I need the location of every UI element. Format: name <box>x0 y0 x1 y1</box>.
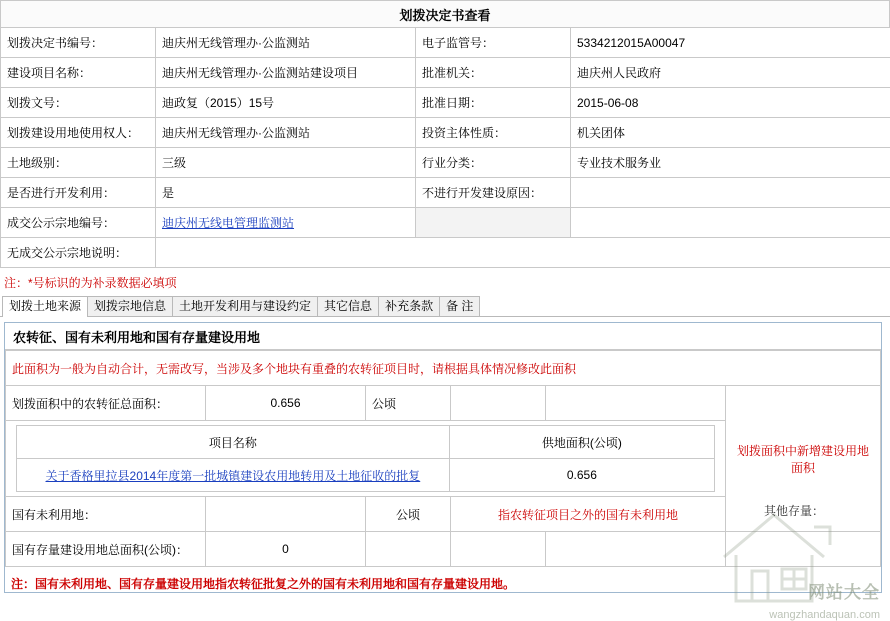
field-label: 行业分类： <box>416 148 571 178</box>
page-title: 划拨决定书查看 <box>399 5 490 24</box>
warning-row <box>6 351 881 386</box>
field-value: 迪政复（2015）15号 <box>156 88 416 118</box>
field-value <box>571 178 890 208</box>
unused-land-note: 指农转征项目之外的国有未利用地 <box>451 497 726 532</box>
empty-label-cell <box>416 208 571 238</box>
tab-other-info[interactable]: 其它信息 <box>317 296 379 316</box>
required-field-note: 注：*号标识的为补录数据必填项 <box>0 268 890 295</box>
land-source-table <box>5 350 881 567</box>
spacer-cell-a <box>451 386 546 421</box>
table-row <box>1 178 890 208</box>
unused-land-unit: 公顷 <box>366 497 451 532</box>
project-table-header <box>17 426 715 459</box>
field-value: 2015-06-08 <box>571 88 890 118</box>
field-label: 批准机关： <box>416 58 571 88</box>
land-source-panel <box>4 322 882 593</box>
tab-remarks[interactable]: 备 注 <box>439 296 480 316</box>
table-row-nodeal <box>1 238 890 268</box>
farmland-total-unit: 公顷 <box>366 386 451 421</box>
project-name-link[interactable]: 关于香格里拉县2014年度第一批城镇建设农用地转用及土地征收的批复 <box>46 469 421 483</box>
table-row <box>1 88 890 118</box>
field-value <box>156 238 890 268</box>
spacer-cell-b <box>546 386 726 421</box>
empty-value-cell <box>571 208 890 238</box>
field-value: 迪庆州无线管理办·公监测站 <box>156 28 416 58</box>
field-value: 5334212015A00047 <box>571 28 890 58</box>
col-supply-area: 供地面积(公顷) <box>449 426 714 459</box>
new-construction-area-note: 划拨面积中新增建设用地面积 <box>726 386 881 532</box>
panel-heading: 农转征、国有未利用地和国有存量建设用地 <box>5 323 881 350</box>
stock-land-value[interactable]: 0 <box>206 532 366 567</box>
area-warning-text: 此面积为一般为自动合计，无需改写，当涉及多个地块有重叠的农转征项目时，请根据具体情况修改此面积 <box>6 351 881 386</box>
tab-development-agreement[interactable]: 土地开发利用与建设约定 <box>172 296 318 316</box>
farmland-total-label: 划拨面积中的农转征总面积： <box>6 386 206 421</box>
project-table-row-item <box>17 459 715 492</box>
spacer-cell-e <box>546 532 726 567</box>
field-value: 专业技术服务业 <box>571 148 890 178</box>
bottom-note: 注：国有未利用地、国有存量建设用地指农转征批复之外的国有未利用地和国有存量建设用地。 <box>5 567 881 592</box>
field-value: 是 <box>156 178 416 208</box>
deal-link-cell[interactable] <box>156 208 416 238</box>
table-row <box>1 58 890 88</box>
window-title-bar <box>0 0 890 27</box>
field-label: 划拨文号： <box>1 88 156 118</box>
spacer-cell-f <box>726 532 881 567</box>
field-label: 不进行开发建设原因： <box>416 178 571 208</box>
field-label: 划拨决定书编号： <box>1 28 156 58</box>
watermark-text: 网站大全 <box>808 578 880 603</box>
field-value: 三级 <box>156 148 416 178</box>
unused-land-label: 国有未利用地： <box>6 497 206 532</box>
field-label: 无成交公示宗地说明： <box>1 238 156 268</box>
field-label: 是否进行开发利用： <box>1 178 156 208</box>
approval-project-table <box>16 425 715 492</box>
field-label: 划拨建设用地使用权人： <box>1 118 156 148</box>
col-project-name: 项目名称 <box>17 426 450 459</box>
field-label: 电子监管号： <box>416 28 571 58</box>
field-label: 成交公示宗地编号： <box>1 208 156 238</box>
field-label: 投资主体性质： <box>416 118 571 148</box>
other-stock-label: 其他存量： <box>764 502 824 519</box>
tab-bar <box>0 295 890 317</box>
table-row <box>1 28 890 58</box>
field-label: 土地级别： <box>1 148 156 178</box>
spacer-cell-c <box>366 532 451 567</box>
field-value: 迪庆州人民政府 <box>571 58 890 88</box>
field-value: 机关团体 <box>571 118 890 148</box>
table-row <box>1 148 890 178</box>
decision-info-table <box>0 27 890 268</box>
watermark-subtext: wangzhandaquan.com <box>769 609 880 621</box>
field-label: 建设项目名称： <box>1 58 156 88</box>
unused-land-value[interactable] <box>206 497 366 532</box>
field-value: 迪庆州无线管理办·公监测站建设项目 <box>156 58 416 88</box>
project-area-cell: 0.656 <box>449 459 714 492</box>
project-table-wrapper <box>6 421 726 497</box>
farmland-total-row <box>6 386 881 421</box>
tab-parcel-info[interactable]: 划拨宗地信息 <box>87 296 173 316</box>
field-label: 批准日期： <box>416 88 571 118</box>
tab-supplementary-terms[interactable]: 补充条款 <box>378 296 440 316</box>
stock-land-row <box>6 532 881 567</box>
table-row <box>1 118 890 148</box>
parcel-number-link[interactable]: 迪庆州无线电管理监测站 <box>162 216 294 230</box>
spacer-cell-d <box>451 532 546 567</box>
table-row-deal <box>1 208 890 238</box>
farmland-total-value[interactable]: 0.656 <box>206 386 366 421</box>
project-name-cell[interactable] <box>17 459 450 492</box>
stock-land-label: 国有存量建设用地总面积(公顷)： <box>6 532 206 567</box>
field-value: 迪庆州无线管理办·公监测站 <box>156 118 416 148</box>
tab-land-source[interactable]: 划拨土地来源 <box>2 296 88 317</box>
